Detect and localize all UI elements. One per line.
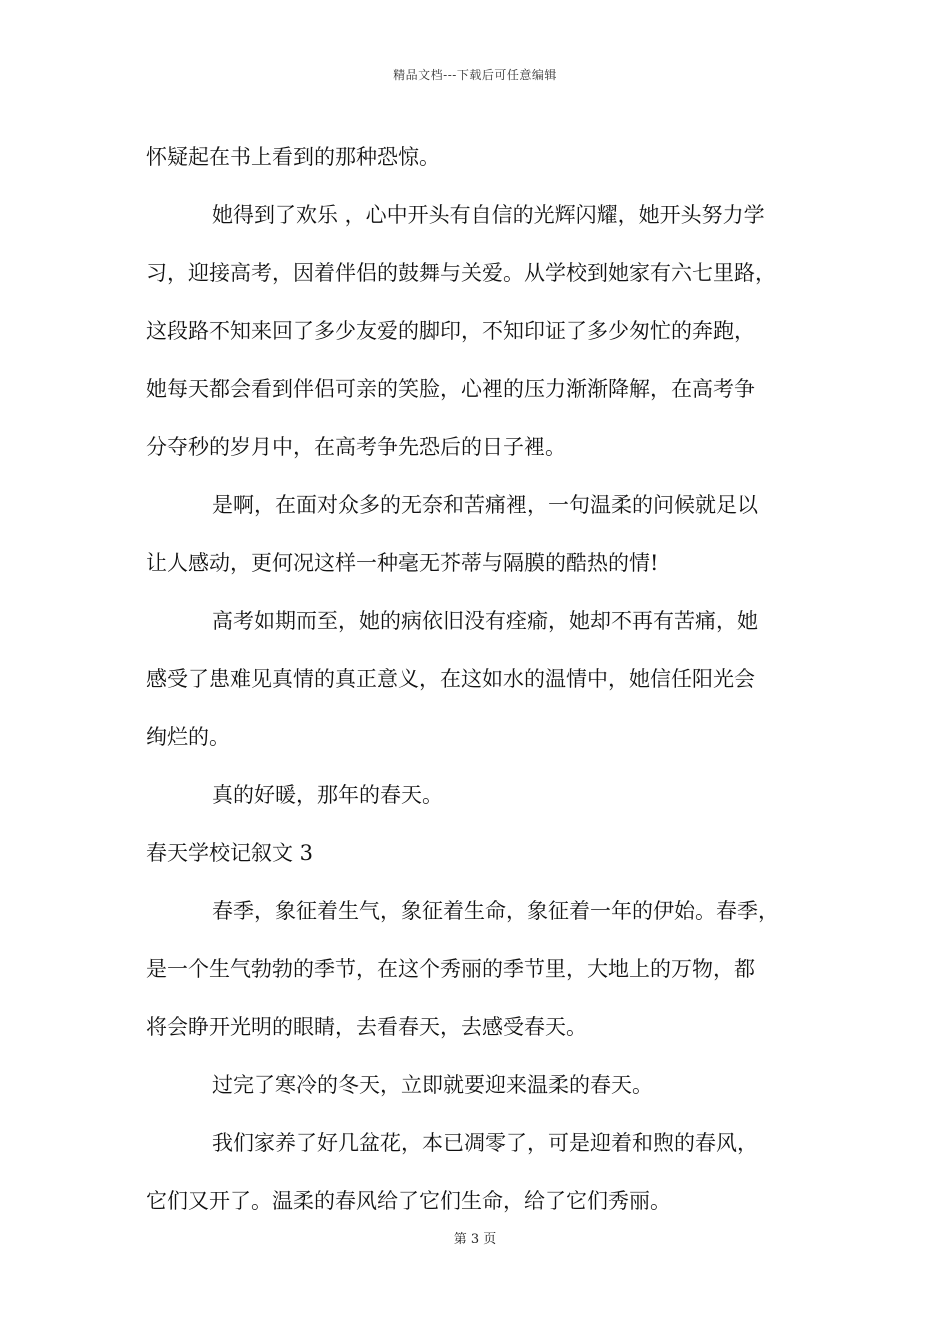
text-line: 她得到了欢乐 ，心中开头有自信的光辉闪耀，她开头努力学 bbox=[212, 203, 765, 227]
text-line: 习，迎接高考，因着伴侣的鼓舞与关爱。从学校到她家有六七里路， bbox=[146, 261, 776, 285]
text-line: 将会睁开光明的眼睛，去看春天，去感受春天。 bbox=[146, 1015, 587, 1039]
page-header: 精品文档---下载后可任意编辑 bbox=[393, 68, 557, 82]
body-text bbox=[146, 128, 826, 1230]
text-line: 高考如期而至，她的病依旧没有痊瘉，她却不再有苦痛，她 bbox=[212, 609, 758, 633]
text-line: 分夺秒的岁月中，在高考争先恐后的日子裡。 bbox=[146, 435, 566, 459]
text-line: 她每天都会看到伴侣可亲的笑脸，心裡的压力渐渐降解，在高考争 bbox=[146, 377, 755, 401]
text-line: 它们又开了。温柔的春风给了它们生命，给了它们秀丽。 bbox=[146, 1189, 671, 1213]
text-line: 是一个生气勃勃的季节，在这个秀丽的季节里，大地上的万物，都 bbox=[146, 957, 755, 981]
text-line: 让人感动，更何况这样一种毫无芥蒂与隔膜的酷热的情! bbox=[146, 551, 659, 575]
text-line: 这段路不知来回了多少友爱的脚印，不知印证了多少匆忙的奔跑， bbox=[146, 319, 755, 343]
page-number: 第 3 页 bbox=[453, 1232, 497, 1247]
text-line: 过完了寒冷的冬天，立即就要迎来温柔的春天。 bbox=[212, 1073, 653, 1097]
text-line: 怀疑起在书上看到的那种恐惊。 bbox=[146, 145, 440, 169]
text-line: 是啊，在面对众多的无奈和苦痛裡，一句温柔的问候就足以 bbox=[212, 493, 758, 517]
text-line: 真的好暖，那年的春天。 bbox=[212, 783, 443, 807]
text-line: 春季，象征着生气，象征着生命，象征着一年的伊始。春季， bbox=[212, 899, 779, 923]
section-heading: 春天学校记叙文 3 bbox=[146, 841, 314, 865]
text-line: 绚烂的。 bbox=[146, 725, 230, 749]
text-line: 我们家养了好几盆花，本已凋零了，可是迎着和煦的春风， bbox=[212, 1131, 758, 1155]
text-line: 感受了患难见真情的真正意义，在这如水的温情中，她信任阳光会 bbox=[146, 667, 755, 691]
